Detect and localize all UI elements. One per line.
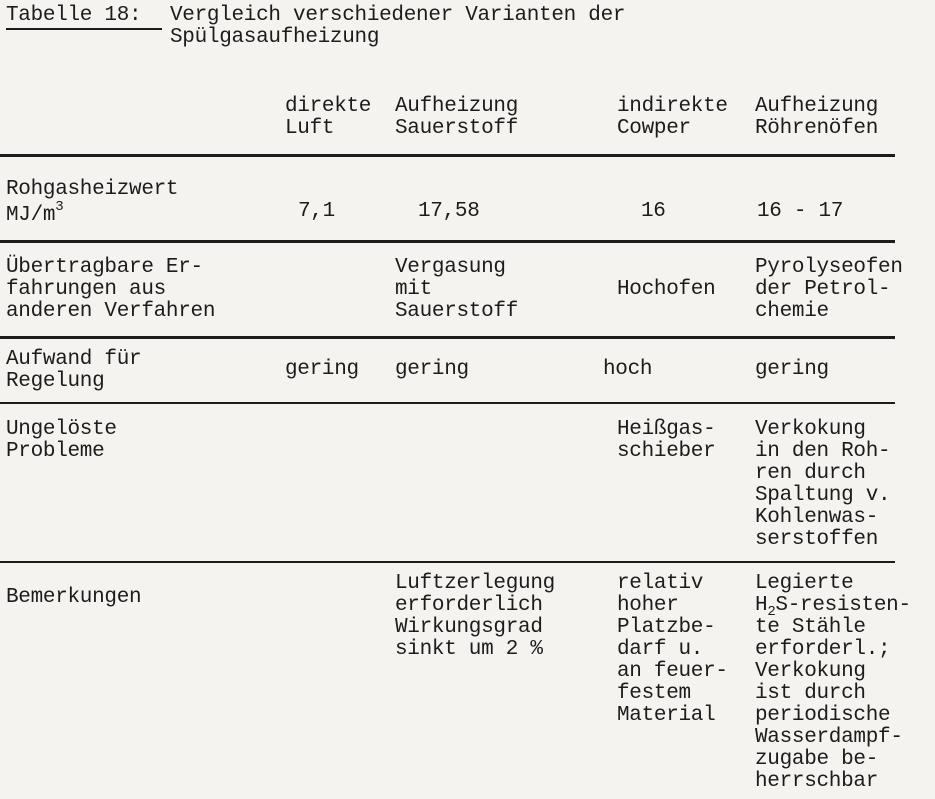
cell-bemerkungen-cowper-line6: festem (617, 682, 691, 705)
cell-probleme-cowper-line2: schieber (617, 440, 716, 463)
row-divider-2 (0, 336, 895, 339)
table-label-underline (6, 28, 162, 30)
cell-heizwert-cowper: 16 (641, 200, 666, 223)
cell-bemerkungen-roehren-line4: erforderl.; (755, 638, 891, 661)
row-divider-4 (0, 561, 895, 563)
row-probleme-label-line1: Ungelöste (6, 418, 117, 441)
cell-heizwert-luft: 7,1 (298, 200, 335, 223)
cell-bemerkungen-roehren-line7: periodische (755, 704, 891, 727)
cell-bemerkungen-roehren-line6: ist durch (755, 682, 866, 705)
cell-bemerkungen-sauerstoff-line4: sinkt um 2 % (395, 638, 543, 661)
header-col2-line2: Sauerstoff (395, 117, 519, 140)
row-regelung-label-line2: Regelung (6, 370, 105, 393)
cell-probleme-cowper-line1: Heißgas- (617, 418, 716, 441)
header-col3-line1: indirekte (617, 95, 728, 118)
cell-bemerkungen-roehren-line1: Legierte (755, 572, 854, 595)
cell-bemerkungen-roehren-line2: $H_2S-resisten-$ (755, 594, 911, 621)
row-erfahrungen-label-line3: anderen Verfahren (6, 300, 216, 323)
cell-regelung-luft: gering (285, 358, 359, 381)
cell-bemerkungen-cowper-line5: an feuer- (617, 660, 728, 683)
row-regelung-label-line1: Aufwand für (6, 348, 142, 371)
table-title-line1: Vergleich verschiedener Varianten der (170, 4, 626, 27)
cell-bemerkungen-cowper-line3: Platzbe- (617, 616, 716, 639)
cell-bemerkungen-roehren-line3: te Stähle (755, 616, 866, 639)
cell-erfahrungen-sauerstoff-line3: Sauerstoff (395, 300, 519, 323)
cell-bemerkungen-cowper-line1: relativ (617, 572, 704, 595)
cell-bemerkungen-cowper-line4: darf u. (617, 638, 704, 661)
cell-bemerkungen-roehren-line10: herrschbar (755, 770, 879, 793)
cell-probleme-roehren-line6: serstoffen (755, 528, 879, 551)
cell-regelung-sauerstoff: gering (395, 358, 469, 381)
cell-erfahrungen-cowper: Hochofen (617, 278, 716, 301)
cell-erfahrungen-roehren-line1: Pyrolyseofen (755, 256, 903, 279)
header-col4-line2: Röhrenöfen (755, 117, 879, 140)
cell-probleme-roehren-line3: ren durch (755, 462, 866, 485)
cell-bemerkungen-roehren-line5: Verkokung (755, 660, 866, 683)
cell-probleme-roehren-line2: in den Roh- (755, 440, 891, 463)
header-col3-line2: Cowper (617, 117, 691, 140)
cell-bemerkungen-sauerstoff-line2: erforderlich (395, 594, 543, 617)
cell-erfahrungen-roehren-line3: chemie (755, 300, 829, 323)
cell-bemerkungen-sauerstoff-line3: Wirkungsgrad (395, 616, 543, 639)
cell-erfahrungen-sauerstoff-line2: mit (395, 278, 432, 301)
table-title-line2: Spülgasaufheizung (170, 26, 380, 49)
row-heizwert-unit: $MJ/m^3$ (6, 199, 64, 227)
row-heizwert-label: Rohgasheizwert (6, 178, 179, 201)
table-label: Tabelle 18: (6, 4, 142, 27)
cell-probleme-roehren-line1: Verkokung (755, 418, 866, 441)
cell-regelung-cowper: hoch (603, 358, 653, 381)
cell-bemerkungen-cowper-line7: Material (617, 704, 716, 727)
header-divider (0, 154, 895, 157)
header-col1-line2: Luft (285, 117, 335, 140)
cell-heizwert-sauerstoff: 17,58 (418, 200, 480, 223)
row-probleme-label-line2: Probleme (6, 440, 105, 463)
cell-probleme-roehren-line5: Kohlenwas- (755, 506, 879, 529)
cell-bemerkungen-roehren-line8: Wasserdampf- (755, 726, 903, 749)
row-divider-1 (0, 240, 895, 243)
cell-regelung-roehren: gering (755, 358, 829, 381)
cell-erfahrungen-roehren-line2: der Petrol- (755, 278, 891, 301)
header-col2-line1: Aufheizung (395, 95, 519, 118)
header-col1-line1: direkte (285, 95, 372, 118)
cell-probleme-roehren-line4: Spaltung v. (755, 484, 891, 507)
row-bemerkungen-label: Bemerkungen (6, 586, 142, 609)
cell-bemerkungen-roehren-line9: zugabe be- (755, 748, 879, 771)
row-erfahrungen-label-line1: Übertragbare Er- (6, 256, 203, 279)
cell-erfahrungen-sauerstoff-line1: Vergasung (395, 256, 506, 279)
row-divider-3 (0, 402, 895, 404)
cell-bemerkungen-cowper-line2: hoher (617, 594, 679, 617)
cell-bemerkungen-sauerstoff-line1: Luftzerlegung (395, 572, 555, 595)
header-col4-line1: Aufheizung (755, 95, 879, 118)
cell-heizwert-roehren: 16 - 17 (757, 200, 844, 223)
row-erfahrungen-label-line2: fahrungen aus (6, 278, 166, 301)
